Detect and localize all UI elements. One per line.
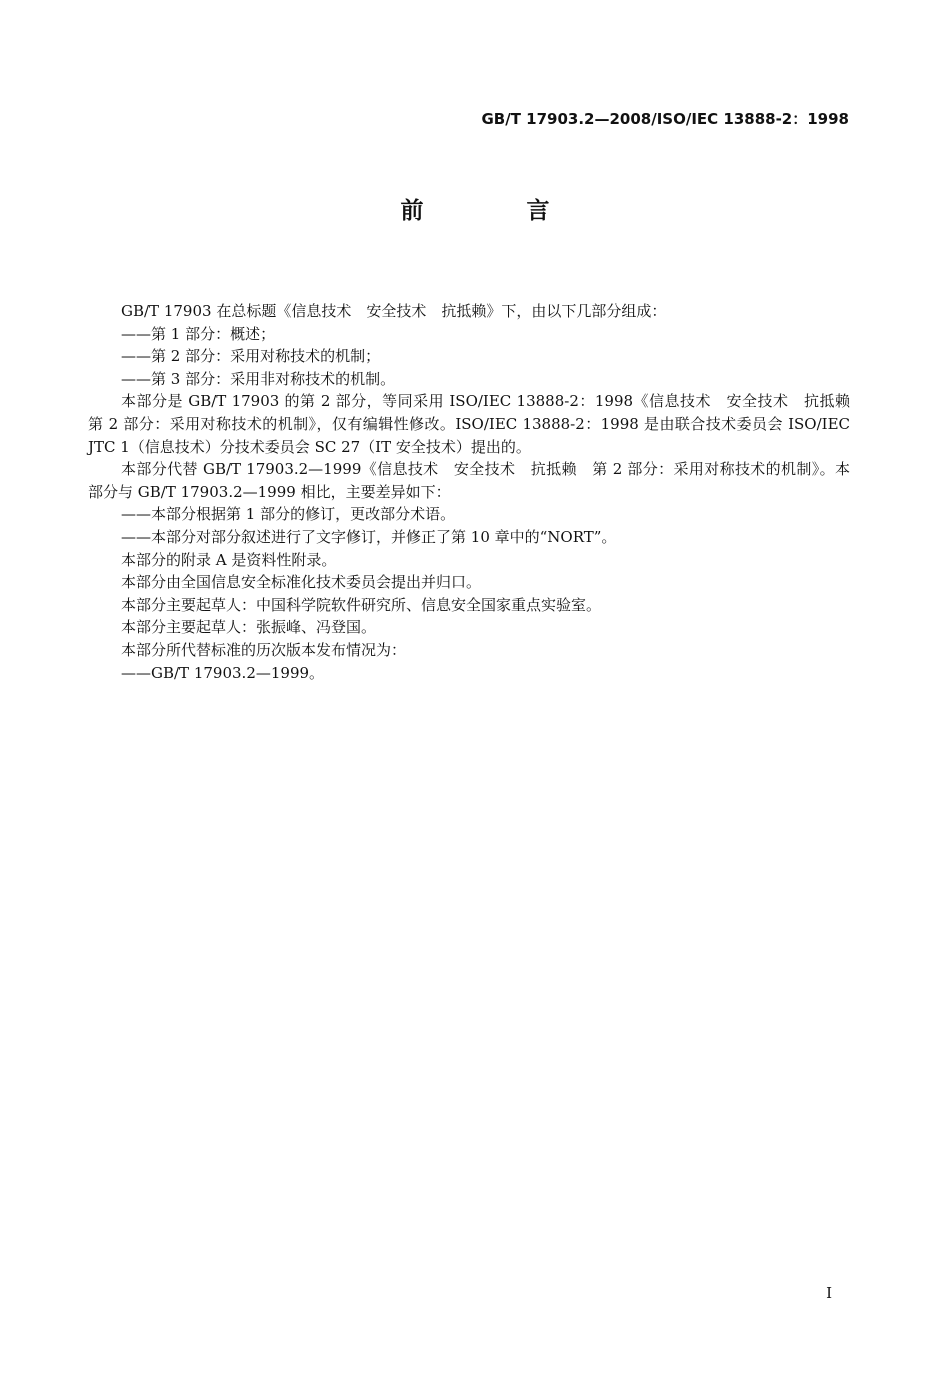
list-item-change-2: ——本部分对部分叙述进行了文字修订，并修正了第 10 章中的“NORT”。 [121, 527, 617, 546]
paragraph-annex: 本部分的附录 A 是资料性附录。 [121, 550, 337, 569]
list-item-history: ——GB/T 17903.2—1999。 [121, 663, 325, 682]
standard-code-header: GB/T 17903.2—2008/ISO/IEC 13888-2：1998 [481, 110, 849, 128]
paragraph-adoption: 本部分是 GB/T 17903 的第 2 部分，等同采用 ISO/IEC 13888-2：1998《信息技术 安全技术 抗抵赖 第 2 部分：采用对称技术的机制》，仅有编辑性修改。ISO/IEC 13888-2：1998 是由联合技术委员会 ISO/IEC JTC 1（信息技术）分技术委员会 SC 27（IT 安全技术）提出的。 [88, 392, 866, 456]
foreword-body [88, 300, 866, 684]
list-item-part-3: ——第 3 部分：采用非对称技术的机制。 [121, 369, 396, 388]
paragraph-series-intro: GB/T 17903 在总标题《信息技术 安全技术 抗抵赖》下，由以下几部分组成： [121, 302, 667, 320]
paragraph-drafting-units: 本部分主要起草人：中国科学院软件研究所、信息安全国家重点实验室。 [121, 595, 602, 614]
paragraph-drafters: 本部分主要起草人：张振峰、冯登国。 [121, 618, 377, 637]
list-item-part-1: ——第 1 部分：概述； [121, 324, 276, 343]
list-item-part-2: ——第 2 部分：采用对称技术的机制； [121, 347, 381, 366]
paragraph-history-intro: 本部分所代替标准的历次版本发布情况为： [121, 640, 407, 659]
list-item-change-1: ——本部分根据第 1 部分的修订，更改部分术语。 [121, 505, 456, 524]
paragraph-proposer: 本部分由全国信息安全标准化技术委员会提出并归口。 [121, 573, 482, 592]
paragraph-replacement: 本部分代替 GB/T 17903.2—1999《信息技术 安全技术 抗抵赖 第 2 部分：采用对称技术的机制》。本部分与 GB/T 17903.2—1999 相比，主要差异如下： [88, 460, 850, 501]
page-number: I [826, 1284, 832, 1302]
page-title: 前 言 [400, 198, 590, 224]
